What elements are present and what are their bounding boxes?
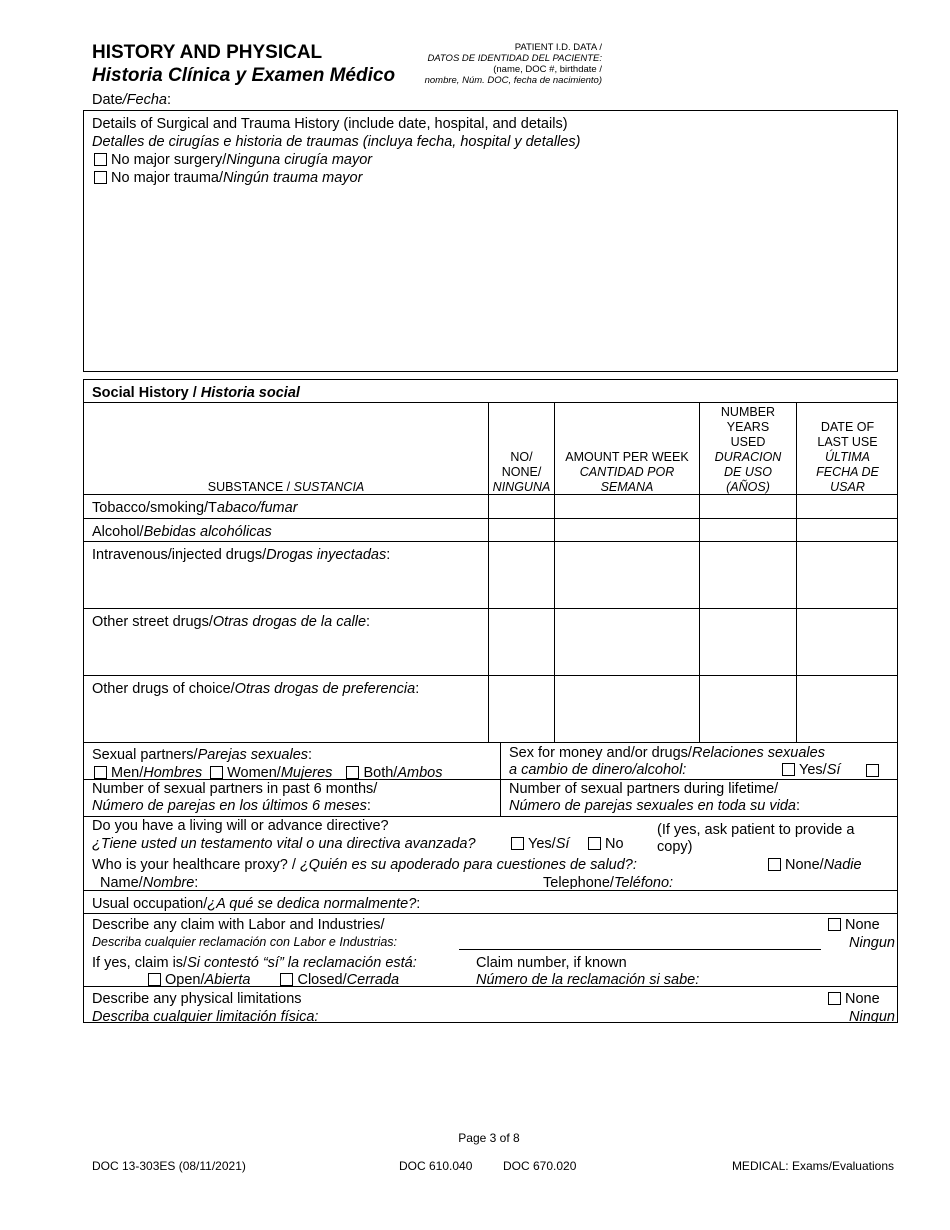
- both-option[interactable]: Both/Ambos: [346, 765, 442, 779]
- divider: [83, 402, 898, 403]
- claim-label: Describe any claim with Labor and Industries/: [92, 917, 385, 933]
- no-major-trauma-option[interactable]: No major trauma/Ningún trauma mayor: [94, 170, 362, 187]
- advance-directive-note: (If yes, ask patient to provide a: [657, 822, 855, 838]
- physical-limitations-field[interactable]: Describa cualquier limitación física:: [92, 1009, 319, 1023]
- limitations-none-option[interactable]: None: [828, 991, 880, 1008]
- physical-limitations-label: Describe any physical limitations: [92, 991, 302, 1007]
- men-checkbox[interactable]: [94, 766, 107, 779]
- claim-label-spanish: Describa cualquier reclamación con Labor e Industrias:: [92, 935, 398, 949]
- women-option[interactable]: Women/Mujeres: [210, 765, 332, 779]
- column-header-amount: AMOUNT PER WEEK CANTIDAD POR SEMANA: [565, 450, 689, 494]
- divider: [83, 890, 898, 891]
- column-header-none: NO/ NONE/ NINGUNA: [492, 450, 551, 494]
- men-option[interactable]: Men/Hombres: [94, 765, 202, 779]
- date-label: Date/Fecha:: [92, 92, 172, 108]
- proxy-telephone-field[interactable]: Telephone/Teléfono:: [543, 875, 674, 889]
- divider: [83, 913, 898, 914]
- limitations-none-spanish: Ningun: [849, 1009, 895, 1023]
- divider: [83, 816, 898, 817]
- advance-directive-yes-option[interactable]: Yes/Sí: [511, 836, 569, 853]
- claim-status-label: If yes, claim is/Si contestó “sí” la reclamación está:: [92, 955, 417, 971]
- women-checkbox[interactable]: [210, 766, 223, 779]
- divider: [83, 608, 898, 609]
- no-major-surgery-option[interactable]: No major surgery/Ninguna cirugía mayor: [94, 152, 372, 169]
- table-row: Intravenous/injected drugs/Drogas inyectadas:: [92, 547, 391, 563]
- divider: [83, 742, 898, 743]
- doc-reference-2: DOC 670.020: [503, 1159, 577, 1173]
- patient-id-label: PATIENT I.D. DATA / DATOS DE IDENTIDAD DEL PACIENTE: (name, DOC #, birthdate / nombre, Núm. DOC, fecha de nacimiento): [424, 42, 602, 86]
- divider: [83, 675, 898, 676]
- form-category: MEDICAL: Exams/Evaluations: [731, 1159, 894, 1173]
- sex-for-money-label-spanish: a cambio de dinero/alcohol:: [509, 762, 687, 778]
- claim-status-options: [148, 972, 399, 986]
- advance-directive-note-cont: copy): [657, 839, 693, 855]
- occupation-field[interactable]: Usual occupation/¿A qué se dedica normalmente?:: [92, 896, 421, 912]
- both-checkbox[interactable]: [346, 766, 359, 779]
- proxy-none-option[interactable]: None/Nadie: [768, 857, 862, 874]
- page-title: HISTORY AND PHYSICAL: [92, 42, 323, 63]
- partner-gender-options: [94, 765, 442, 779]
- divider: [83, 541, 898, 542]
- column-header-years: NUMBER YEARS USED DURACION DE USO (AÑOS): [714, 405, 782, 494]
- form-number: DOC 13-303ES (08/11/2021): [92, 1159, 246, 1173]
- divider: [83, 986, 898, 987]
- column-header-substance: SUBSTANCE / SUSTANCIA: [207, 480, 365, 494]
- social-history-title: Social History / Historia social: [92, 385, 300, 401]
- surgical-instructions: Details of Surgical and Trauma History (include date, hospital, and details): [92, 116, 568, 132]
- no-major-trauma-checkbox[interactable]: [94, 171, 107, 184]
- claim-none-spanish: Ningun: [849, 935, 895, 951]
- proxy-name-field[interactable]: Name/Nombre:: [100, 875, 199, 889]
- partners-lifetime-label-spanish: Número de parejas sexuales en toda su vida:: [509, 798, 800, 814]
- proxy-none-checkbox[interactable]: [768, 858, 781, 871]
- advance-directive-question-spanish: ¿Tiene usted un testamento vital o una directiva avanzada?: [92, 836, 476, 852]
- sex-for-money-label: Sex for money and/or drugs/Relaciones sexuales: [509, 745, 825, 761]
- claim-number-field[interactable]: Número de la reclamación si sabe:: [476, 972, 700, 986]
- claim-closed-option[interactable]: Closed/Cerrada: [280, 972, 399, 986]
- divider: [83, 518, 898, 519]
- table-row: Other street drugs/Otras drogas de la calle:: [92, 614, 371, 630]
- table-row: Tobacco/smoking/Tabaco/fumar: [92, 500, 298, 516]
- claim-none-checkbox[interactable]: [828, 918, 841, 931]
- page-title-spanish: Historia Clínica y Examen Médico: [92, 65, 396, 86]
- advance-directive-no-option[interactable]: No: [588, 836, 624, 853]
- sex-for-money-yes-checkbox[interactable]: [782, 763, 795, 776]
- claim-description-line[interactable]: [459, 949, 821, 950]
- advance-directive-question: Do you have a living will or advance directive?: [92, 818, 389, 834]
- column-header-last-use: DATE OF LAST USE ÚLTIMA FECHA DE USAR: [816, 420, 879, 494]
- no-major-surgery-checkbox[interactable]: [94, 153, 107, 166]
- sexual-partners-label: Sexual partners/Parejas sexuales:: [92, 747, 313, 763]
- surgical-instructions-spanish: Detalles de cirugías e historia de traumas (incluya fecha, hospital y detalles): [92, 134, 581, 150]
- claim-open-checkbox[interactable]: [148, 973, 161, 986]
- divider: [83, 779, 898, 780]
- claim-closed-checkbox[interactable]: [280, 973, 293, 986]
- partners-lifetime-label: Number of sexual partners during lifetime/: [509, 781, 779, 797]
- claim-open-option[interactable]: Open/Abierta: [148, 972, 250, 986]
- partners-past-6-months-label: Number of sexual partners in past 6 months/: [92, 781, 378, 797]
- page-number: Page 3 of 8: [458, 1131, 520, 1145]
- table-row: Alcohol/Bebidas alcohólicas: [92, 524, 272, 540]
- advance-directive-yes-checkbox[interactable]: [511, 837, 524, 850]
- advance-directive-no-checkbox[interactable]: [588, 837, 601, 850]
- healthcare-proxy-question: Who is your healthcare proxy? / ¿Quién es su apoderado para cuestiones de salud?:: [92, 857, 637, 873]
- table-row: Other drugs of choice/Otras drogas de preferencia:: [92, 681, 420, 697]
- sex-for-money-no-checkbox[interactable]: [866, 764, 879, 777]
- doc-reference-1: DOC 610.040: [399, 1159, 473, 1173]
- claim-none-option[interactable]: None: [828, 917, 880, 934]
- partners-past-6-months-label-spanish: Número de parejas en los últimos 6 meses:: [92, 798, 371, 814]
- limitations-none-checkbox[interactable]: [828, 992, 841, 1005]
- claim-number-label: Claim number, if known: [476, 955, 627, 971]
- sex-for-money-yes-option[interactable]: Yes/Sí: [782, 762, 840, 779]
